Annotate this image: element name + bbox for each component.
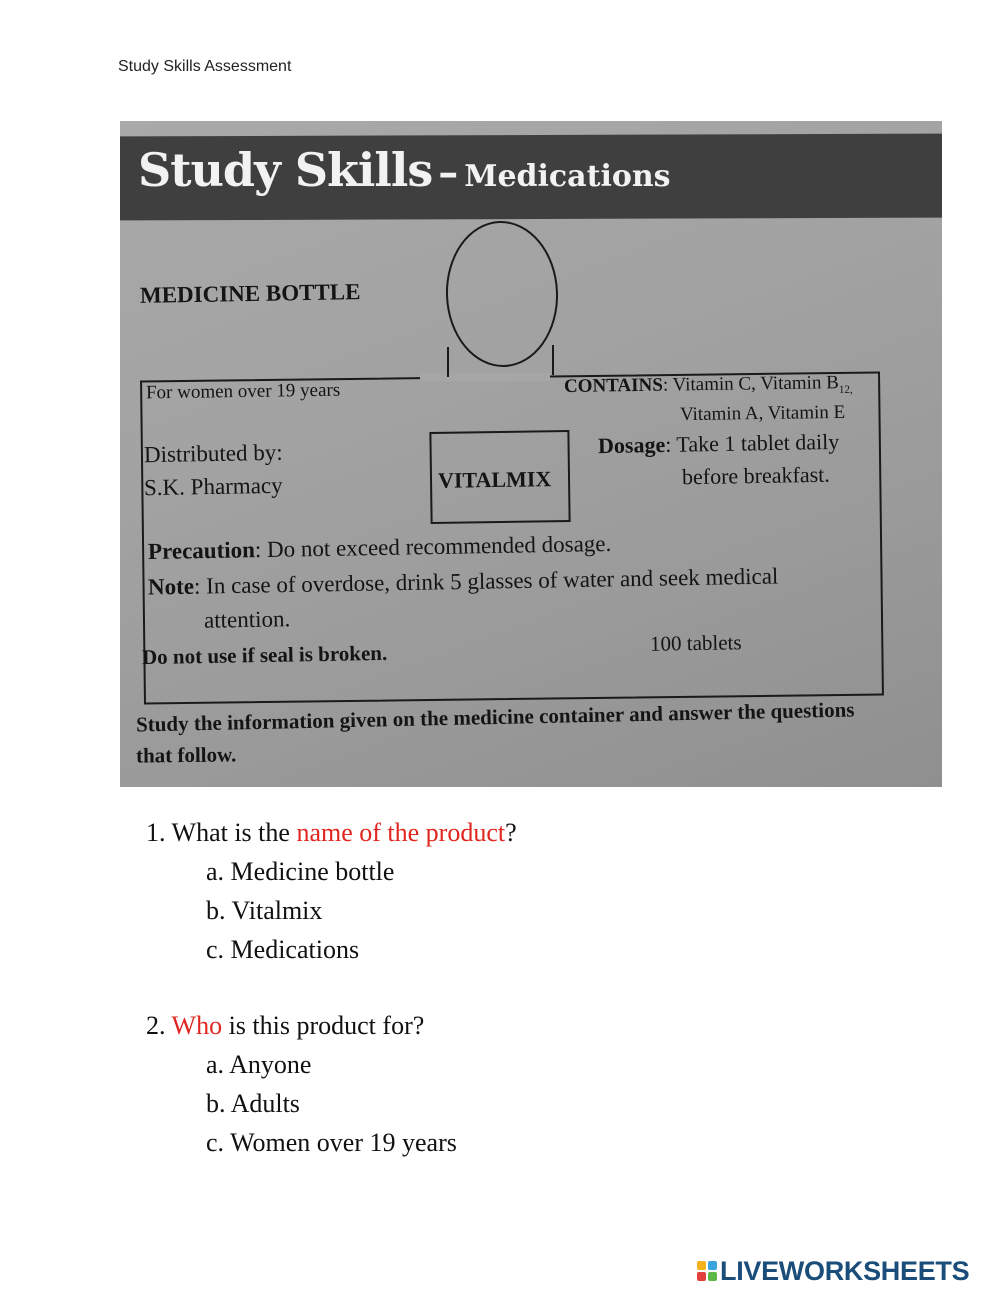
question-1 [146,818,517,848]
dosage-line-1 [598,429,840,459]
question-highlight: name of the product [296,818,506,847]
target-audience: For women over 19 years [145,379,341,404]
question-2-option-b[interactable] [206,1089,300,1119]
option-letter: c. [206,935,225,964]
question-1-option-a[interactable] [206,857,394,887]
logo-blocks-icon [697,1261,717,1281]
dosage-line-2: before breakfast. [681,461,831,490]
option-text: Medicine bottle [230,857,395,886]
question-text-after: ? [505,818,517,847]
liveworksheets-logo[interactable] [697,1254,969,1288]
contains-text: : Vitamin C, Vitamin B [662,372,839,396]
contains-line-1 [564,372,853,400]
bottle-cap-icon [443,219,560,369]
logo-text: LIVEWORKSHEETS [720,1255,970,1286]
question-1-option-c[interactable] [206,935,359,965]
contains-subscript: 12, [838,383,853,396]
photo-title-main: Study Skills [138,143,433,197]
question-2 [146,1011,424,1041]
bottle-neck-gap [420,373,550,381]
option-text: Anyone [229,1050,312,1079]
instruction-line-1: Study the information given on the medicine container and answer the questions [135,697,855,737]
bottle-neck-right [552,345,554,375]
option-letter: b. [206,1089,226,1118]
section-label: MEDICINE BOTTLE [139,279,361,308]
photo-title-sub: Medications [464,159,671,194]
option-letter: a. [206,1050,225,1079]
option-letter: c. [206,1128,225,1157]
precaution-text: : Do not exceed recommended dosage. [254,530,612,563]
note-text: : In case of overdose, drink 5 glasses of water and seek medical [193,563,779,599]
option-text: Medications [230,935,360,964]
tablet-count: 100 tablets [649,630,742,656]
logo-block-green [708,1272,717,1281]
medicine-label-photo [120,121,942,787]
question-1-option-b[interactable] [206,896,322,926]
logo-block-yellow [697,1261,706,1270]
photo-title-dash: – [438,149,459,196]
bottle-neck-left [447,347,449,377]
distributed-label: Distributed by: [143,439,283,468]
page-header-title: Study Skills Assessment [118,58,292,75]
contains-line-2: Vitamin A, Vitamin E [679,401,846,426]
question-highlight: Who [171,1011,223,1040]
option-letter: a. [206,857,225,886]
logo-block-red [697,1272,706,1281]
dosage-label: Dosage [597,431,666,459]
question-number: 1. [146,818,166,847]
precaution-label: Precaution [147,537,256,565]
question-number: 2. [146,1011,166,1040]
note-line-2: attention. [203,606,291,633]
option-text: Women over 19 years [230,1128,457,1157]
question-text-before: What is the [171,818,297,847]
logo-block-blue [708,1261,717,1270]
dosage-text: : Take 1 tablet daily [665,428,840,457]
distributor-name: S.K. Pharmacy [143,472,283,501]
contains-label: CONTAINS [563,374,664,398]
question-text-after: is this product for? [222,1011,425,1040]
note-label: Note [147,573,195,600]
option-text: Adults [230,1089,300,1118]
seal-warning: Do not use if seal is broken. [141,640,388,670]
instruction-line-2: that follow. [135,742,237,768]
product-name: VITALMIX [437,466,552,493]
option-text: Vitalmix [231,896,323,925]
question-2-option-c[interactable] [206,1128,457,1158]
photo-title [138,143,671,197]
question-2-option-a[interactable] [206,1050,311,1080]
option-letter: b. [206,896,226,925]
